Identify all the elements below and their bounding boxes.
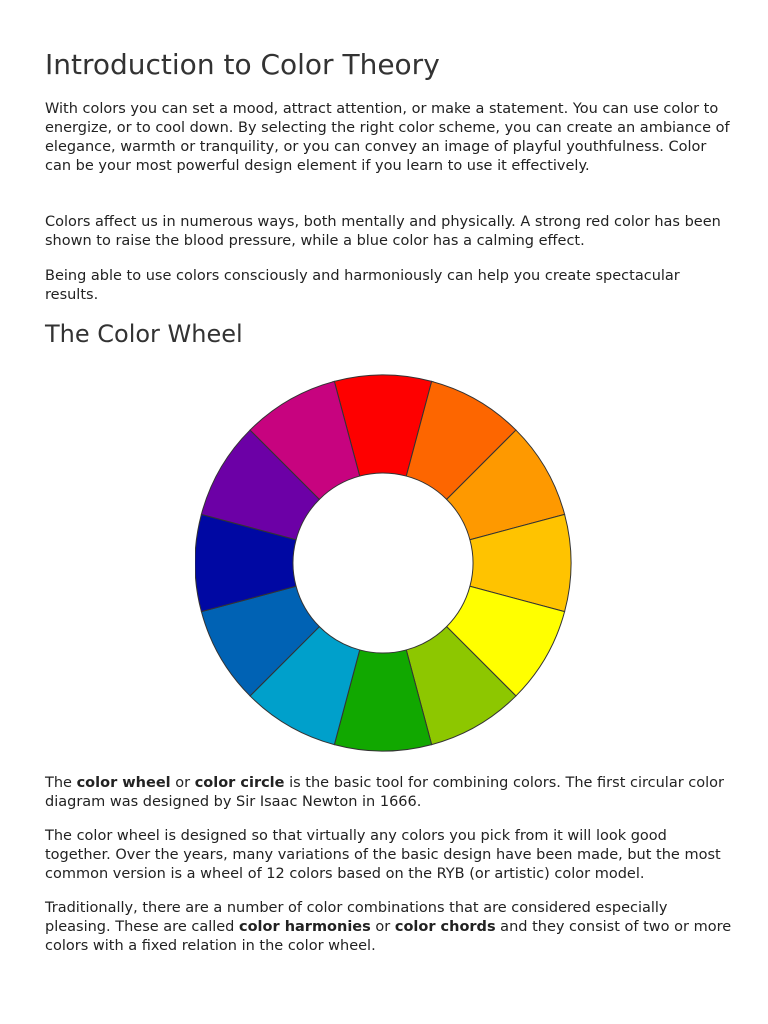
section-heading-color-wheel: The Color Wheel (45, 320, 243, 348)
page-title: Introduction to Color Theory (45, 48, 440, 81)
wheel-paragraph-1 (45, 774, 735, 812)
intro-paragraph-1: With colors you can set a mood, attract attention, or make a statement. You can use color to energize, or to cool down. By selecting the right color scheme, you can create an ambiance of elegance, warmth or tranquility, or you can convey an image of playful youthfulness. Color can be your most powerful design element if you learn to use it effectively. (45, 101, 730, 174)
term-color-chords: color chords (394, 919, 496, 935)
text-run: and they consist of two or more colors with a fixed relation in the color wheel. (45, 919, 732, 954)
text-run: or (370, 919, 395, 935)
intro-paragraph-3: Being able to use colors consciously and harmoniously can help you create spectacular results. (45, 268, 680, 303)
text-run: The (45, 775, 77, 791)
wheel-paragraph-2: The color wheel is designed so that virtually any colors you pick from it will look good together. Over the years, many variations of the basic design have been made, but the most common version is a wheel of 12 colors based on the RYB (or artistic) color model. (45, 828, 721, 882)
term-color-wheel: color wheel (76, 775, 171, 791)
color-wheel-figure (195, 370, 585, 760)
term-color-circle: color circle (194, 775, 285, 791)
term-color-harmonies: color harmonies (239, 919, 371, 935)
wheel-paragraph-3 (45, 899, 735, 956)
color-wheel-svg (195, 370, 585, 760)
text-run: is the basic tool for combining colors. The first circular color diagram was designed by Sir Isaac Newton in 1666. (45, 775, 724, 810)
text-run: or (170, 775, 195, 791)
text-run: Traditionally, there are a number of color combinations that are considered especially pleasing. These are called (45, 900, 668, 935)
intro-paragraph-2: Colors affect us in numerous ways, both mentally and physically. A strong red color has been shown to raise the blood pressure, while a blue color has a calming effect. (45, 214, 721, 249)
